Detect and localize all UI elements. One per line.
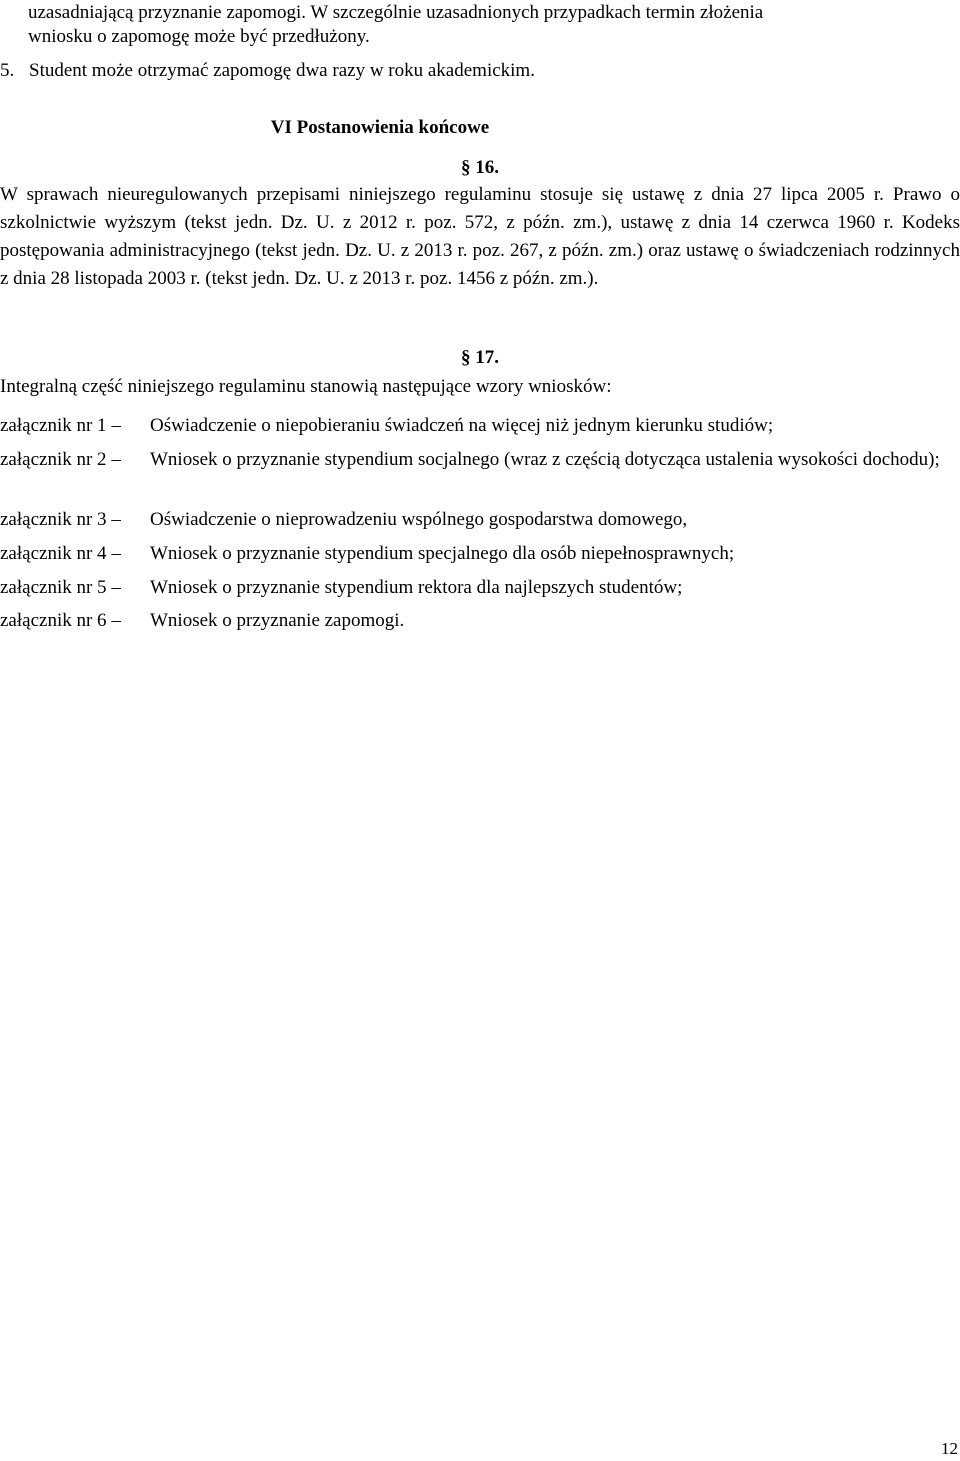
attachment-item-4: [0, 541, 960, 566]
attachment-label: załącznik nr 3 –: [0, 509, 121, 530]
list-item-text: Student może otrzymać zapomogę dwa razy w roku akademickim.: [29, 60, 535, 81]
attachment-description: Oświadczenie o nieprowadzeniu wspólnego gospodarstwa domowego,: [150, 509, 688, 530]
attachment-item-6: [0, 608, 960, 633]
attachment-description: Wniosek o przyznanie stypendium socjalnego (wraz z częścią dotycząca ustalenia wysokości dochodu);: [150, 449, 940, 470]
attachment-label: załącznik nr 6 –: [0, 610, 121, 631]
attachment-item-3: [0, 507, 960, 532]
paragraph-16-number: § 16.: [461, 157, 499, 178]
list-item-number: 5.: [0, 60, 15, 81]
attachment-label: załącznik nr 4 –: [0, 543, 121, 564]
attachment-description: Wniosek o przyznanie stypendium rektora dla najlepszych studentów;: [150, 577, 683, 598]
section-title: VI Postanowienia końcowe: [270, 117, 490, 138]
attachment-item-5: [0, 575, 960, 600]
attachment-description: Wniosek o przyznanie stypendium specjalnego dla osób niepełnosprawnych;: [150, 543, 735, 564]
attachment-label: załącznik nr 2 –: [0, 449, 121, 470]
attachment-item-2: [0, 447, 960, 472]
attachment-label: załącznik nr 5 –: [0, 577, 121, 598]
paragraph-17-number: § 17.: [461, 347, 499, 368]
continuation-line-2: wniosku o zapomogę może być przedłużony.: [28, 26, 370, 47]
paragraph-16-text: W sprawach nieuregulowanych przepisami niniejszego regulaminu stosuje się ustawę z dnia 27 lipca 2005 r. Prawo o szkolnictwie wyższym (tekst jedn. Dz. U. z 2012 r. poz. 572, z późn. zm.), ustawę z dnia 14 czerwca 1960 r. Kodeks postępowania administracyjnego (tekst jedn. Dz. U. z 2013 r. poz. 267, z późn. zm.) oraz ustawę o świadczeniach rodzinnych z dnia 28 listopada 2003 r. (tekst jedn. Dz. U. z 2013 r. poz. 1456 z późn. zm.).: [0, 184, 960, 289]
attachment-item-1: [0, 413, 960, 438]
attachment-description: Oświadczenie o niepobieraniu świadczeń na więcej niż jednym kierunku studiów;: [150, 415, 774, 436]
attachment-label: załącznik nr 1 –: [0, 415, 121, 436]
continuation-line-1: uzasadniającą przyznanie zapomogi. W szczególnie uzasadnionych przypadkach termin złożenia: [28, 2, 764, 23]
page-number: 12: [941, 1439, 958, 1458]
attachment-description: Wniosek o przyznanie zapomogi.: [150, 610, 405, 631]
list-item-5: [0, 58, 900, 83]
paragraph-17-intro: Integralną część niniejszego regulaminu stanowią następujące wzory wniosków:: [0, 376, 612, 397]
